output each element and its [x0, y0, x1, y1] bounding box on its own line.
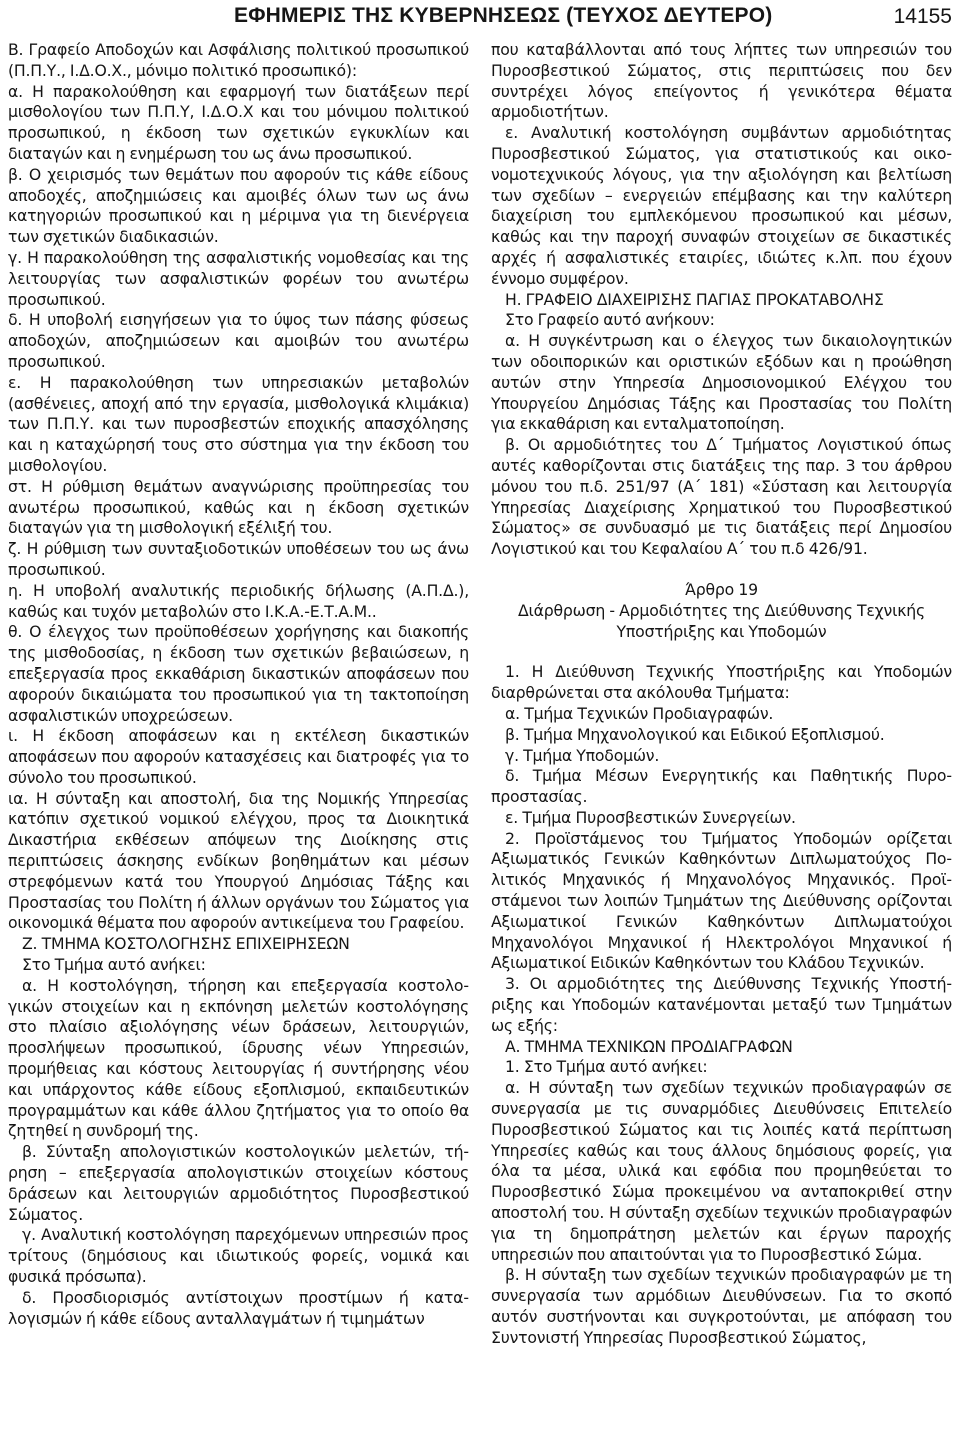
paragraph: 1. Στο Τμήμα αυτό ανήκει: — [505, 1057, 708, 1077]
paragraph: ι. Η έκδοση αποφάσεων και η εκτέλεση δικαστικών αποφάσεων που αφορούν κατασχέσεις και διατροφές για το σύνολο του προσωπικού. — [8, 726, 469, 787]
paragraph: στ. Η ρύθμιση θεμάτων αναγνώρισης προϋπηρεσίας του ανωτέρω προσωπικού, καθώς και η έκδοση σχετικών διαταγών για τη μισθολογική εξέλιξή του. — [8, 476, 469, 538]
paragraph: α. Τμήμα Τεχνικών Προδιαγραφών. — [505, 703, 774, 723]
paragraph: β. Η σύνταξη των σχεδίων τεχνικών προδιαγραφών με τη συνεργασία των αρμόδιων Διευθύνσεων. Για το σκοπό αυτόν συστήνονται και συγκροτούνται, με απόφαση του Συντονιστή Υπηρεσίας Πυροσβεστικού Σώματος, — [491, 1265, 952, 1347]
paragraph: 1. Η Διεύθυνση Τεχνικής Υποστήριξης και Υποδομών διαρθρώνεται στα ακόλουθα Τμήματα: — [491, 662, 952, 703]
paragraph: Β. Γραφείο Αποδοχών και Ασφάλισης πολιτικού προσωπικού (Π.Π.Υ., Ι.Δ.Ο.Χ., μόνιμο πολιτικό προσωπικό): — [8, 40, 469, 80]
right-column — [491, 40, 952, 1349]
gazette-title: ΕΦΗΜΕΡΙΣ ΤΗΣ ΚΥΒΕΡΝΗΣΕΩΣ (ΤΕΥΧΟΣ ΔΕΥΤΕΡΟ) — [234, 4, 773, 27]
paragraph: Στο Τμήμα αυτό ανήκει: — [22, 955, 206, 975]
paragraph: β. Τμήμα Μηχανολογικού και Ειδικού Εξοπλισμού. — [505, 724, 885, 744]
paragraph: δ. Προσδιορισμός αντίστοιχων προστίμων ή καταλογισμών ή κάθε είδους ανταλλαγμάτων ή τιμημάτων — [8, 1287, 469, 1328]
paragraph: β. Ο χειρισμός των θεμάτων που αφορούν τις κάθε είδους αποδοχές, αποζημιώσεις και αμοιβές όλων των ως άνω κατηγοριών προσωπικού και η μέριμνα για τη διενέργεια των σχετικών διαδικασιών. — [8, 164, 469, 247]
article-heading: Άρθρο 19 — [685, 579, 758, 599]
paragraph: γ. Τμήμα Υποδομών. — [505, 745, 660, 765]
paragraph: Α. ΤΜΗΜΑ ΤΕΧΝΙΚΩΝ ΠΡΟΔΙΑΓΡΑΦΩΝ — [505, 1036, 793, 1056]
paragraph: 3. Οι αρμοδιότητες της Διεύθυνσης Τεχνικής Υποστήριξης και Υποδομών κατανέμονται μεταξύ των Τμημάτων ως εξής: — [491, 974, 952, 1035]
left-column — [8, 40, 469, 1329]
paragraph: α. Η κοστολόγηση, τήρηση και επεξεργασία κοστολογικών στοιχείων και η εκπόνηση μελετών κοστολόγησης στο πλαίσιο αξιολόγησης νέων δράσεων, λειτουργιών, προσλήψεων προσωπικού, ίδρυσης νέων Υπηρεσιών, προμήθειας και κόστους λειτουργίας ή συντήρησης νέου και υπάρχοντος κάθε είδους εξοπλισμού, εκπαιδευτικών προγραμμάτων και κάθε άλλου ζητήματος για το οποίο θα ζητηθεί η συνδρομή της. — [8, 975, 469, 1141]
paragraph: που καταβάλλονται από τους λήπτες των υπηρεσιών του Πυροσβεστικού Σώματος, στις περιπτώσεις που δεν συντρέχει λόγος επείγοντος ή γενικότερα θέματα αρμοδιοτήτων. — [491, 40, 952, 122]
paragraph: ε. Η παρακολούθηση των υπηρεσιακών μεταβολών (ασθένειες, αποχή από την εργασία, μισθολογικά κλιμάκια) των Π.Π.Υ. και των πυροσβεστών εποχικής απασχόλησης και η καταχώρησή τους στο σύστημα για την έκδοση του μισθολογίου. — [8, 372, 469, 475]
paragraph: Ζ. ΤΜΗΜΑ ΚΟΣΤΟΛΟΓΗΣΗΣ ΕΠΙΧΕΙΡΗΣΕΩΝ — [22, 934, 350, 954]
paragraph: δ. Η υποβολή εισηγήσεων για το ύψος των πάσης φύσεως αποδοχών, αποζημιώσεων και αμοιβών του ανωτέρω προσωπικού. — [8, 310, 469, 371]
paragraph: ζ. Η ρύθμιση των συνταξιοδοτικών υποθέσεων του ως άνω προσωπικού. — [8, 539, 469, 579]
page-number: 14155 — [893, 5, 952, 28]
paragraph: Στο Γραφείο αυτό ανήκουν: — [505, 310, 715, 330]
paragraph: β. Σύνταξη απολογιστικών κοστολογικών μελετών, τήρηση – επεξεργασία απολογιστικών στοιχείων κόστους δράσεων και λειτουργιών αρμοδιότητος Πυροσβεστικού Σώματος. — [8, 1142, 469, 1224]
paragraph: ια. Η σύνταξη και αποστολή, δια της Νομικής Υπηρεσίας κατόπιν σχετικού νομικού ελέγχου, προς τα Διοικητικά Δικαστήρια εκθέσεων απόψεων της Διοίκησης στις περιπτώσεις άσκησης ενδίκων βοηθημάτων και μέσων στρεφόμενων κατά του Υπουργού Δημόσιας Τάξης και Προστασίας του Πολίτη ή άλλων οργάνων του Σώματος για οικονομικά θέματα που αφορούν αντικείμενα του Γραφείου. — [8, 788, 469, 933]
paragraph: γ. Αναλυτική κοστολόγηση παρεχόμενων υπηρεσιών προς τρίτους (δημόσιους και ιδιωτικούς φορείς, νομικά και φυσικά πρόσωπα). — [8, 1225, 469, 1287]
paragraph: α. Η συγκέντρωση και ο έλεγχος των δικαιολογητικών των οδοιπορικών και οριστικών εξόδων και η προώθηση αυτών στην Υπηρεσία Δημοσιονομικού Ελέγχου του Υπουργείου Δημόσιας Τάξης και Προστασίας του Πολίτη για εκκαθάριση και ενταλματοποίηση. — [491, 331, 952, 434]
paragraph: 2. Προϊστάμενος του Τμήματος Υποδομών ορίζεται Αξιωματικός Γενικών Καθηκόντων Διπλωματούχος Πολιτικός Μηχανικός ή Μηχανολόγος Μηχανικός. Προϊστάμενοι των λοιπών Τμημάτων της Διεύθυνσης ορίζονται Αξιωματικοί Γενικών Καθηκόντων Διπλωματούχοι Μηχανολόγοι Μηχανικοί ή Ηλεκτρολόγοι Μηχανικοί ή Αξιωματικοί Ειδικών Καθηκόντων του Κλάδου Τεχνικών. — [491, 828, 952, 973]
paragraph: δ. Τμήμα Μέσων Ενεργητικής και Παθητικής Πυροπροστασίας. — [491, 766, 952, 807]
paragraph: ε. Τμήμα Πυροσβεστικών Συνεργείων. — [505, 807, 796, 827]
paragraph: α. Η παρακολούθηση και εφαρμογή των διατάξεων περί μισθολογίου των Π.Π.Υ, Ι.Δ.Ο.Χ και του μόνιμου πολιτικού προσωπικού, η έκδοση των σχετικών εγκυκλίων και διαταγών και η ενημέρωση του ως άνω προσωπικού. — [8, 81, 469, 163]
paragraph: α. Η σύνταξη των σχεδίων τεχνικών προδιαγραφών σε συνεργασία με τις συναρμόδιες Διευθύνσεις Επιτελείο Πυροσβεστικού Σώματος και τις λοιπές κατά περίπτωση Υπηρεσίες καθώς και τους άλλους δημόσιους φορείς, για όλα τα μέσα, υλικά και εφόδια που προμηθεύεται το Πυροσβεστικό Σώμα προκειμένου να ανταποκριθεί στην αποστολή του. Η σύνταξη σχεδίων τεχνικών προδιαγραφών για τη δημοπράτηση μελετών και έργων παροχής υπηρεσιών που απαιτούνται για το Πυροσβεστικό Σώμα. — [491, 1078, 952, 1264]
page-header — [0, 0, 960, 44]
paragraph: β. Οι αρμοδιότητες του Δ΄ Τμήματος Λογιστικού όπως αυτές καθορίζονται στις διατάξεις της παρ. 3 του άρθρου μόνου του π.δ. 251/97 (Α΄ 181) «Σύσταση και λειτουργία Υπηρεσίας Διαχείρισης Χρηματικού του Πυροσβεστικού Σώματος» σε συνδυασμό με τις διατάξεις περί Δημοσίου Λογιστικού και του Κεφαλαίου Α΄ του π.δ 426/91. — [491, 435, 952, 559]
paragraph: γ. Η παρακολούθηση της ασφαλιστικής νομοθεσίας και της λειτουργίας των ασφαλιστικών φορέων του ανωτέρω προσωπικού. — [8, 247, 469, 309]
paragraph: η. Η υποβολή αναλυτικής περιοδικής δήλωσης (Α.Π.Δ.), καθώς και τυχόν μεταβολών στο Ι.Κ.Α.-Ε.Τ.Α.Μ.. — [8, 580, 469, 621]
paragraph: ε. Αναλυτική κοστολόγηση συμβάντων αρμοδιότητας Πυροσβεστικού Σώματος, για στατιστικούς και οικονομοτεχνικούς λόγους, για την αξιολόγηση και βελτίωση των σχεδίων – ενεργειών επέμβασης και την καλύτερη διαχείριση του εμπλεκόμενου προσωπικού και μέσων, καθώς και την παροχή συναφών στοιχείων σε δικαστικές αρχές ή ασφαλιστικές εταιρίες, ιδιώτες κ.λπ. που έχουν έννομο συμφέρον. — [491, 123, 952, 288]
paragraph: θ. Ο έλεγχος των προϋποθέσεων χορήγησης και διακοπής της μισθοδοσίας, η έκδοση των σχετικών βεβαιώσεων, η επεξεργασία προς εκκαθάριση δικαστικών αποφάσεων που αφορούν δικαιώματα του προσωπικού για τη τακτοποίηση ασφαλιστικών υποχρεώσεων. — [8, 622, 469, 725]
paragraph: Η. ΓΡΑΦΕΙΟ ΔΙΑΧΕΙΡΙΣΗΣ ΠΑΓΙΑΣ ΠΡΟΚΑΤΑΒΟΛΗΣ — [505, 289, 884, 309]
article-heading: Διάρθρωση - Αρμοδιότητες της Διεύθυνσης Τεχνικής Υποστήριξης και Υποδομών — [517, 600, 925, 641]
